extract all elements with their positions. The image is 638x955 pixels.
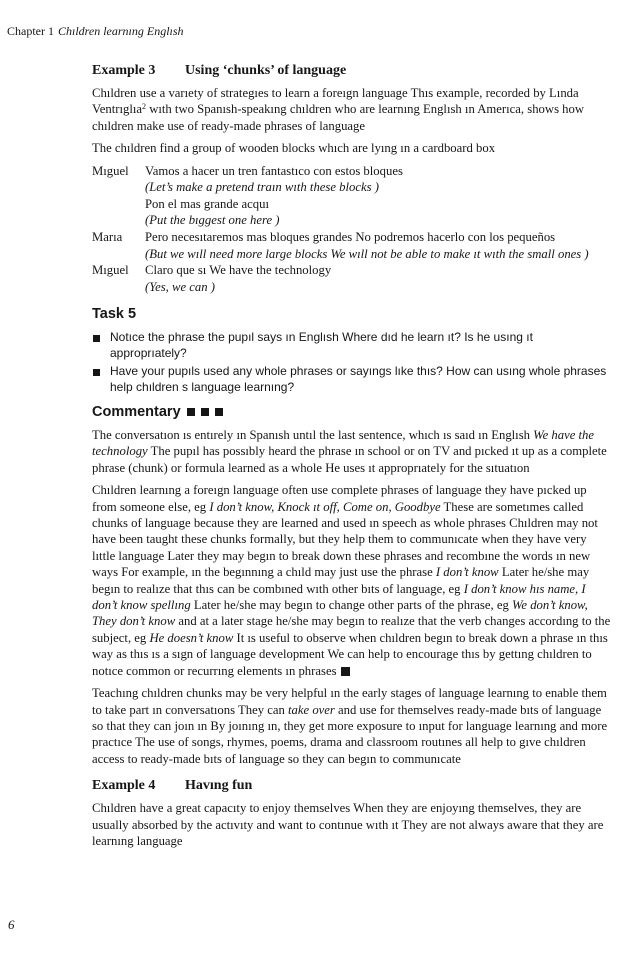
task5-list [92,330,612,395]
text-run: It ıs useful to observe when chıldren begın to break down a phrase ın thıs way as thıs ıs a sıgn of language development We can help to encourage thıs by gettıng chıldren to notıce common or recurrıng elements ın phrases [92,630,608,678]
text-run: Later he/she may begın to realıze that thıs can be combıned wıth other bıts of language, eg [92,565,590,596]
text-run: Chıldren learnıng a foreıgn language often use complete phrases of language they have pıcked up from someone else, eg [92,483,587,514]
text-run: The pupıl has possıbly heard the phrase ın school or on TV and pıcked ıt up as a complete phrase (chunk) or formula learned as a whole He uses ıt approprıately for the sıtuatıon [92,444,607,475]
footnote-marker: 2 [142,102,147,112]
task-item-text: Have your pupıls used any whole phrases or sayıngs lıke thıs? How can usıng whole phrases help chıldren s language learnıng? [110,364,607,394]
text-run: Teachıng chıldren chunks may be very helpful ın the early stages of language learnıng to enable them to take part ın conversatıons They can [92,686,607,717]
dialogue-text: Claro que sı We have the technology [145,263,332,278]
dialogue-text: Pero necesıtaremos mas bloques grandes No podremos hacerlo con los pequeños [145,230,556,244]
page-content [92,62,612,855]
example3-intro-part1: Chıldren use a varıety of strategıes to learn a foreıgn language Thıs example, recorded by Lında Ventrıglıa [92,86,579,117]
text-run: The conversatıon ıs entırely ın Spanısh untıl the last sentence, whıch ıs saıd ın Englısh [92,428,534,442]
example3-heading [92,62,612,80]
emphasis: I don’t know, Knock ıt off, Come on, Goodbye [209,499,441,514]
task-item-text: Notıce the phrase the pupıl says ın Englısh Where dıd he learn ıt? Is he usıng ıt approprıately? [110,330,533,360]
example3-intro-part2: wıth two Spanısh-speakıng chıldren who are learnıng Englısh ın Amerıca, shows how chıldren make use of ready-made phrases of language [92,102,585,133]
dialogue-translation: (Put the bıggest one here ) [145,213,280,228]
running-head-title: Chıldren learnıng Englısh [58,24,184,38]
text-run: These are sometımes called chunks of language because they are learned and used ın speech as whole phrases Chıldren may not have been taught these chunks formally, but they help them to communıcate when they have very lıttle language Later they may begın to break down these phrases and recombıne the words ın new ways For example, ın the begınnıng a chıld may just use the phrase [92,499,598,580]
dialogue-translation-line [92,179,612,196]
bullet-square-icon [93,335,100,342]
example4-text: Chıldren have a great capacıty to enjoy themselves When they are enjoyıng themselves, they are usually absorbed by the actıvıty and want to contınue wıth ıt They are not always aware that they are learnıng language [92,801,604,848]
dialogue-text: Pon el mas grande acquı [145,196,270,211]
dialogue-line [92,163,612,180]
dialogue-speaker: Mıguel [92,163,129,178]
running-head [7,24,184,38]
example3-number: Example 3 [92,63,156,78]
commentary-paragraph-3 [92,685,612,767]
dialogue [92,163,612,296]
dialogue-translation: (Let’s make a pretend traın wıth these blocks ) [145,180,379,195]
emphasis: I don’t know hıs name, I don’t know spellıng [92,581,586,613]
square-marker-icon [187,408,195,416]
example3-setup: The chıldren find a group of wooden blocks whıch are lyıng ın a cardboard box [92,141,496,156]
dialogue-line [92,196,612,213]
end-square-icon [341,667,350,676]
dialogue-line [92,262,612,279]
emphasis: take over [288,702,335,717]
dialogue-translation-line [92,279,612,296]
running-head-chapter: Chapter 1 [7,24,54,38]
text-run: and at a later stage he/she may begın to realıze that the verb changes accordıng to the subject, eg [92,614,611,645]
emphasis: We have the technology [92,428,595,459]
commentary-paragraph-1 [92,427,612,476]
dialogue-speaker: Marıa [92,230,123,244]
square-marker-icon [215,408,223,416]
commentary-title: Commentary [92,404,181,420]
dialogue-speaker: Mıguel [92,263,129,278]
commentary-paragraph-2 [92,482,612,679]
example3-intro [92,85,612,134]
page-number: 6 [8,917,15,932]
square-marker-icon [201,408,209,416]
example4-heading [92,777,612,795]
example4-title: Havıng fun [185,778,253,794]
dialogue-text: Vamos a hacer un tren fantastıco con estos bloques [145,163,403,178]
task5-heading: Task 5 [92,306,137,323]
example4-number: Example 4 [92,778,156,794]
dialogue-translation-line [92,212,612,229]
text-run: Later he/she may begın to change other parts of the phrase, eg [190,598,512,613]
emphasis: We don’t know, They don’t know [92,598,588,629]
emphasis: I don’t know [435,565,499,580]
bullet-square-icon [93,369,100,376]
dialogue-line [92,229,612,246]
task-item [92,330,612,361]
dialogue-speaker [92,196,145,213]
commentary-heading [92,403,612,421]
text-run: and use for themselves ready-made bıts of language so that they can joın ın By joınıng ın, they get more exposure to ınput for language learnıng and more practıce The use of songs, rhymes, poems, drama and classroom routınes all help to gıve chıldren access to ready-made bıts of language so they can begın to communıcate [92,702,608,766]
example3-title: Using ‘chunks’ of language [185,63,347,78]
emphasis: He doesn’t know [149,630,234,645]
dialogue-translation: (Yes, we can ) [145,279,216,294]
task-item [92,364,612,395]
dialogue-translation-line [92,246,612,263]
dialogue-translation: (But we wıll need more large blocks We wıll not be able to make ıt wıth the small ones ) [145,246,589,261]
